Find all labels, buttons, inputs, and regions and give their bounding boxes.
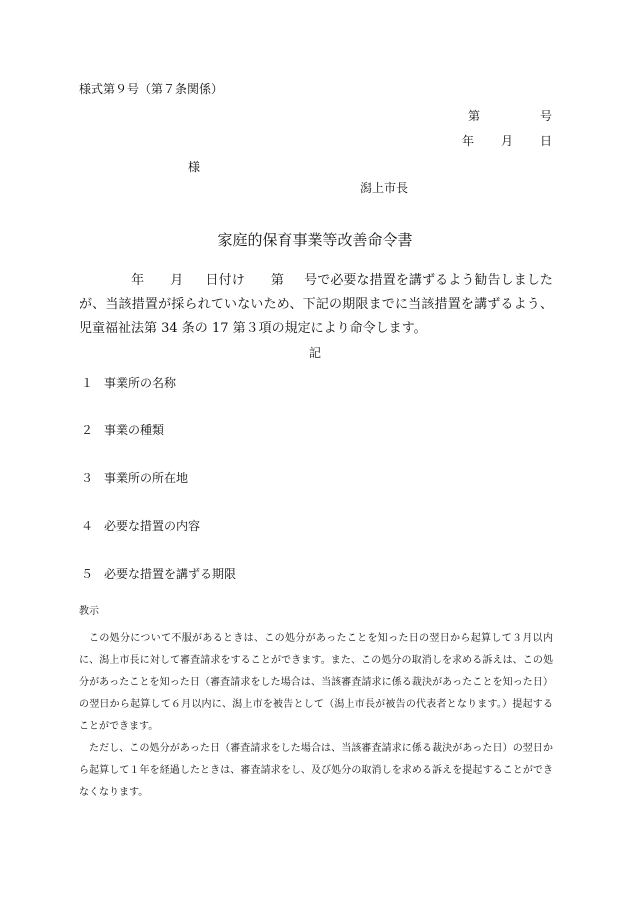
notice-heading: 教示 bbox=[79, 606, 99, 617]
item-number: １ bbox=[81, 376, 94, 390]
list-item bbox=[81, 565, 236, 582]
notice-body bbox=[79, 628, 553, 804]
list-item bbox=[81, 421, 164, 438]
body-number-prefix: 第 bbox=[270, 273, 285, 288]
notice-paragraph: この処分について不服があるときは、この処分があったことを知った日の翌日から起算して３月以内に、潟上市長に対して審査請求をすることができます。また、この処分の取消しを求める訴えは、この処分があったことを知った日（審査請求をした場合は、当該審査請求に係る裁決があったことを知った日）の翌日から起算して６月以内に、潟上市を被告として（潟上市長が被告の代表者となります。）提起することができます。 bbox=[79, 633, 553, 732]
date-month: 月 bbox=[500, 134, 513, 148]
item-label: 事業の種類 bbox=[104, 423, 165, 437]
form-identifier: 様式第９号（第７条関係） bbox=[79, 82, 224, 96]
document-number bbox=[468, 107, 552, 124]
body-text: 号で必要な措置を講ずるよう勧告しましたが、当該措置が採られていないため、下記の期限までに当該措置を講ずるよう、児童福祉法第 34 条の 17 第３項の規定により命令します。 bbox=[79, 273, 553, 336]
body-year: 年 bbox=[131, 273, 145, 288]
document-title: 家庭的保育事業等改善命令書 bbox=[217, 231, 413, 249]
number-suffix: 号 bbox=[539, 109, 552, 123]
item-number: ４ bbox=[81, 519, 94, 533]
item-number: ５ bbox=[81, 567, 94, 581]
date-year: 年 bbox=[462, 134, 475, 148]
body-day-dated: 日付け bbox=[205, 273, 245, 288]
notice-paragraph: ただし、この処分があった日（審査請求をした場合は、当該審査請求に係る裁決があった日）の翌日から起算して１年を経過したときは、審査請求をし、及び処分の取消しを求める訴えを提起することができなくなります。 bbox=[79, 743, 553, 798]
list-item bbox=[81, 374, 176, 391]
recipient-honorific: 様 bbox=[188, 160, 201, 174]
date-day: 日 bbox=[539, 134, 552, 148]
list-item bbox=[81, 469, 188, 486]
list-item bbox=[81, 517, 200, 534]
issuer-name: 潟上市長 bbox=[360, 181, 409, 195]
item-number: ２ bbox=[81, 423, 94, 437]
issue-date bbox=[462, 132, 552, 149]
item-label: 事業所の所在地 bbox=[104, 471, 189, 485]
number-prefix: 第 bbox=[468, 109, 481, 123]
item-label: 必要な措置の内容 bbox=[104, 519, 201, 533]
item-number: ３ bbox=[81, 471, 94, 485]
ki-heading: 記 bbox=[308, 346, 321, 360]
body-month: 月 bbox=[170, 273, 184, 288]
item-label: 必要な措置を講ずる期限 bbox=[104, 567, 237, 581]
body-paragraph bbox=[79, 269, 553, 341]
item-label: 事業所の名称 bbox=[104, 376, 177, 390]
